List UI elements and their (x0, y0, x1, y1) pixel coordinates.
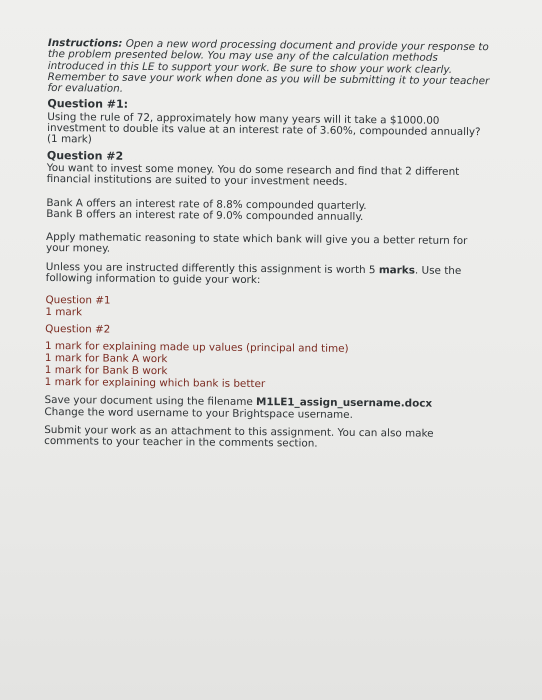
save-filename: M1LE1_assign_username.docx (255, 396, 433, 411)
instructions-label: Instructions: (47, 37, 123, 50)
marks-note-bold: marks (378, 263, 415, 277)
question-2-prompt: Apply mathematic reasoning to state which bank will give you a better return for your money. (45, 231, 468, 256)
question-2-intro: You want to invest some money. You do some research and find that 2 different financial institutions are suited to your investment needs. (46, 161, 460, 189)
rubric-q2-item: 1 mark for Bank B work (44, 364, 168, 378)
instructions-text: Open a new word processing document and provide your response to the problem presented below. You may use any of the calculation methods introduced in this LE to support your work. Be sure to show your work clearly. Remember to save your work when done as you will be submitting it to your teacher for evaluation. (47, 37, 490, 95)
instructions-paragraph (47, 38, 492, 99)
rubric-q1-marks: 1 mark (45, 306, 83, 319)
marks-note-after: . Use the following information to guide your work: (45, 264, 462, 287)
rubric-q2-label: Question #2 (45, 323, 111, 336)
marks-note (46, 262, 490, 289)
rubric-q1-label: Question #1 (45, 294, 111, 307)
save-before: Save your document using the filename (44, 394, 257, 409)
document-content (44, 38, 492, 452)
question-1-heading: Question #1: (47, 97, 129, 112)
question-2-heading: Question #2 (46, 148, 124, 163)
rubric-q2-item: 1 mark for explaining which bank is better (44, 376, 266, 391)
bank-b-text: Bank B offers an interest rate of 9.0% compounded annually. (46, 207, 364, 223)
rubric-list (45, 294, 490, 392)
bank-a-text: Bank A offers an interest rate of 8.8% compounded quarterly. (46, 196, 367, 212)
save-line-2: Change the word username to your Brightspace username. (44, 405, 353, 421)
question-1-text: Using the rule of 72, approximately how many years will it take a $1000.00 investment to double its value at an interest rate of 3.60%, compounded annually? (1 mark) (46, 110, 481, 146)
rubric-q2-item: 1 mark for Bank A work (44, 352, 168, 366)
rubric-q2-item: 1 mark for explaining made up values (principal and time) (44, 340, 349, 356)
marks-note-before: Unless you are instructed differently this assignment is worth 5 (45, 260, 379, 276)
submit-instructions: Submit your work as an attachment to this assignment. You can also make comments to your teacher in the comments section. (44, 423, 434, 450)
